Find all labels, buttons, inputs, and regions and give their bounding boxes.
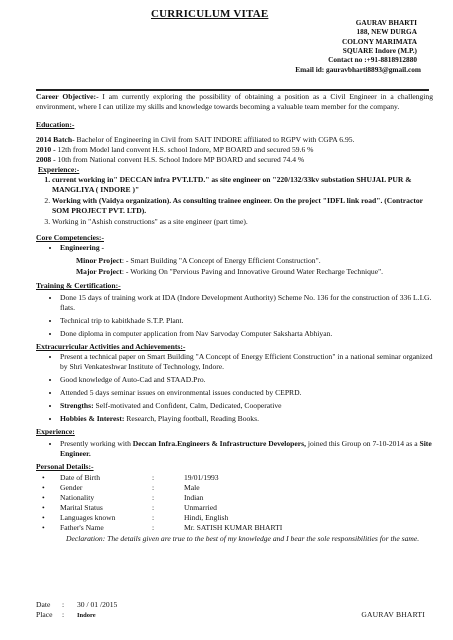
bullet-icon: • <box>42 512 45 522</box>
strengths-item <box>60 401 433 411</box>
strengths-label: Strengths: <box>60 401 94 411</box>
training-item: • Done diploma in computer application from Nav Sarvoday Computer Saksharta Abhiyan. <box>60 329 433 339</box>
strengths-text: Self-motivated and Confident, Calm, Dedicated, Cooperative <box>93 401 282 411</box>
objective-label: Career Objective:- <box>36 92 99 101</box>
colon: : <box>152 492 155 502</box>
projects-block <box>76 256 433 277</box>
personal-value: Hindi, English <box>184 512 229 522</box>
training-list <box>36 293 433 339</box>
personal-row <box>42 493 433 503</box>
colon: : <box>152 522 155 532</box>
education-year: 2010 - <box>36 145 56 155</box>
current-job-list <box>36 439 433 459</box>
place-value: Indore <box>77 612 96 619</box>
header-divider <box>36 89 429 91</box>
education-detail: 12th from Model land convent H.S. school Indore, MP BOARD and secured 59.6 % <box>55 145 314 155</box>
experience-item: 3. Working in "Ashish constructions" as a site engineer (part time). <box>52 217 433 227</box>
personal-value: Unmarried <box>184 502 217 512</box>
address-line-3: SQUARE Indore (M.P.) <box>342 45 417 55</box>
education-list <box>36 135 433 165</box>
signature: GAURAV BHARTI <box>361 610 425 619</box>
extracurricular-item: • Present a technical paper on Smart Building "A Concept of Energy Efficient Construction" in a national seminar organized by Shri Venkateshwar Institute of Technology, Indore. <box>60 352 433 372</box>
current-job-item <box>60 439 433 459</box>
education-detail: 10th from National convent H.S. School Indore MP BOARD and secured 74.4 % <box>55 155 305 165</box>
education-row <box>36 145 433 155</box>
training-heading: Training & Certification:- <box>36 281 121 291</box>
minor-project <box>76 256 433 266</box>
date-value: 30 / 01 /2015 <box>77 600 118 609</box>
personal-label: Languages known <box>60 512 116 522</box>
current-job-pre: Presently working with <box>60 439 133 449</box>
training-item: • Done 15 days of training work at IDA (Indore Development Authority) Scheme No. 136 for the construction of 336 L.I.G. flats. <box>60 293 433 313</box>
major-project <box>76 267 433 277</box>
current-job-company: Deccan Infra.Engineers & Infrastructure Developers, <box>132 439 306 449</box>
hobbies-item <box>60 414 433 424</box>
extracurricular-item: • Attended 5 days seminar issues on environmental issues conducted by CEPRD. <box>60 388 433 398</box>
personal-value: 19/01/1993 <box>184 472 219 482</box>
address-line-1: 188, NEW DURGA <box>356 27 417 37</box>
personal-row <box>42 503 433 513</box>
personal-label: Father's Name <box>60 522 104 532</box>
minor-project-text: : - Smart Building "A Concept of Energy Efficient Construction". <box>121 256 321 266</box>
extracurricular-list <box>36 352 433 424</box>
declaration <box>36 534 433 544</box>
colon: : <box>152 472 155 482</box>
career-objective <box>36 92 433 112</box>
extracurricular-item: • Good knowledge of Auto-Cad and STAAD.Pro. <box>60 375 433 385</box>
contact-block <box>237 18 421 74</box>
colon: : <box>152 482 155 492</box>
experience-item: 1. current working in" DECCAN infra PVT.LTD." as site engineer on "220/132/33kv substation SHUJAL PUR & MANGLIYA ( INDORE )" <box>52 175 433 195</box>
experience-item <box>52 196 433 216</box>
place-label: Place <box>36 610 53 619</box>
personal-label: Marital Status <box>60 502 103 512</box>
personal-heading: Personal Details:- <box>36 462 94 472</box>
education-year: 2008 - <box>36 155 56 165</box>
bullet-icon: • <box>42 492 45 502</box>
colon: : <box>152 512 155 522</box>
personal-row <box>42 483 433 493</box>
personal-row <box>42 513 433 523</box>
contact-number: Contact no :+91-8818912880 <box>328 55 417 65</box>
education-row <box>36 135 433 145</box>
cv-body <box>36 92 433 544</box>
minor-project-label: Minor Project <box>76 256 122 266</box>
education-year: 2014 Batch- <box>36 135 75 145</box>
personal-value: Mr. SATISH KUMAR BHARTI <box>184 522 283 532</box>
training-item: • Technical trip to kabitkhade S.T.P. Plant. <box>60 316 433 326</box>
current-job-mid: joined this Group on 7-10-2014 as a <box>306 439 420 449</box>
personal-value: Indian <box>184 492 204 502</box>
declaration-label: Declaration: <box>66 533 106 543</box>
experience-list <box>36 175 433 227</box>
personal-label: Gender <box>60 482 83 492</box>
experience-heading-top: Experience:- <box>38 165 80 175</box>
competencies-heading: Core Competencies:- <box>36 233 104 243</box>
bullet-icon: • <box>42 482 45 492</box>
address-line-2: COLONY MARIMATA <box>341 36 417 46</box>
education-row <box>36 155 433 165</box>
bullet-icon: • <box>42 522 45 532</box>
colon: : <box>62 610 65 619</box>
experience-item-text: Working with (Vaidya organization). As consulting trainee engineer. On the project "IDFL link road". (Contractor SOM PROJECT PVT. LTD). <box>52 196 423 216</box>
competency-item: • Engineering - <box>60 243 433 253</box>
major-project-text: : - Working On "Pervious Paving and Innovative Ground Water Recharge Technique". <box>121 267 384 277</box>
bullet-icon: • <box>42 472 45 482</box>
personal-row <box>42 523 433 533</box>
applicant-name: GAURAV BHARTI <box>355 18 417 27</box>
education-detail: Bachelor of Engineering in Civil from SAIT INDORE affiliated to RGPV with CGPA 6.95. <box>74 135 355 145</box>
objective-text: I am currently exploring the possibility of obtaining a position as a Civil Engineer in a challenging environment, where I can utilize my skills and knowledge towards becoming a valuable team member for the company. <box>36 92 433 112</box>
current-job-role: Site Engineer. <box>60 439 432 459</box>
education-heading: Education:- <box>36 120 75 130</box>
personal-details-table <box>42 473 433 533</box>
personal-row <box>42 473 433 483</box>
extracurricular-heading: Extracurricular Activities and Achievements:- <box>36 342 186 352</box>
email-address: Email id: gauravbharti8893@gmail.com <box>295 64 421 74</box>
colon: : <box>152 502 155 512</box>
date-row <box>36 600 431 610</box>
major-project-label: Major Project <box>76 267 122 277</box>
personal-label: Nationality <box>60 492 95 502</box>
document-title: CURRICULUM VITAE <box>151 8 269 20</box>
date-label: Date <box>36 600 51 609</box>
competencies-list <box>36 243 433 253</box>
hobbies-text: Research, Playing football, Reading Books. <box>124 414 259 424</box>
colon: : <box>62 600 65 609</box>
experience-heading: Experience: <box>36 427 75 437</box>
declaration-text: The details given are true to the best of my knowledge and I bear the sole responsibilities for the same. <box>105 533 420 543</box>
personal-value: Male <box>184 482 200 492</box>
personal-label: Date of Birth <box>60 472 101 482</box>
hobbies-label: Hobbies & Interest: <box>60 414 125 424</box>
bullet-icon: • <box>42 502 45 512</box>
